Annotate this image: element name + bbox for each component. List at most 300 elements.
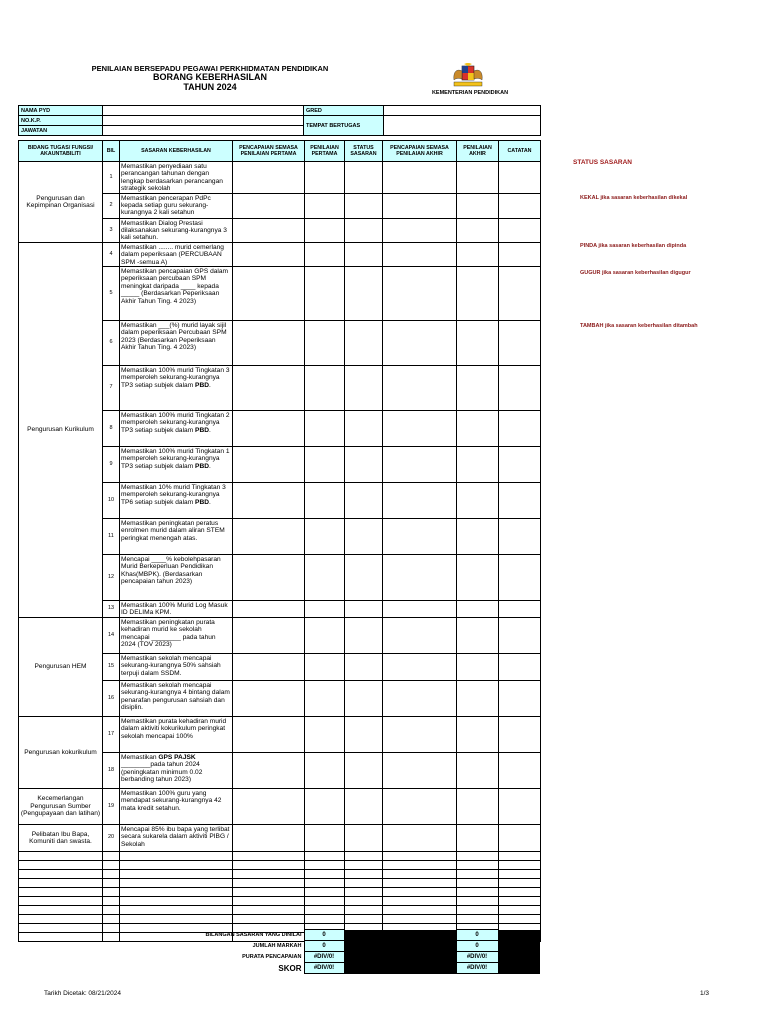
empty-cell[interactable] [383, 915, 457, 924]
tempat-bertugas-field[interactable] [384, 116, 541, 136]
status-cell[interactable] [345, 162, 383, 194]
empty-cell[interactable] [103, 888, 120, 897]
empty-cell[interactable] [305, 888, 345, 897]
page-number: 1/3 [700, 990, 710, 997]
status-cell[interactable] [345, 242, 383, 266]
penilaian-pertama-cell[interactable] [305, 555, 345, 601]
catatan-cell[interactable] [499, 618, 541, 654]
black-fill [344, 941, 456, 952]
empty-cell[interactable] [233, 852, 305, 861]
row-number: 11 [103, 519, 120, 555]
row-number: 17 [103, 717, 120, 753]
penilaian-pertama-cell[interactable] [305, 218, 345, 242]
penilaian-pertama-cell[interactable] [305, 321, 345, 366]
ministry-name: KEMENTERIAN PENDIDIKAN [431, 90, 509, 96]
penilaian-akhir-cell[interactable] [457, 825, 499, 852]
empty-row [19, 870, 541, 879]
row-number: 20 [103, 825, 120, 852]
legend-title: STATUS SASARAN [573, 159, 632, 166]
pencapaian-akhir-cell[interactable] [383, 411, 457, 447]
col-penilaian-akhir: PENILAIAN AKHIR [457, 141, 499, 162]
empty-cell[interactable] [233, 870, 305, 879]
empty-cell[interactable] [305, 915, 345, 924]
empty-cell[interactable] [305, 879, 345, 888]
black-fill [498, 930, 540, 941]
empty-cell[interactable] [103, 879, 120, 888]
col-pencapaian-akhir: PENCAPAIAN SEMASA PENILAIAN AKHIR [383, 141, 457, 162]
pencapaian-pertama-cell[interactable] [233, 789, 305, 825]
penilaian-akhir-cell[interactable] [457, 366, 499, 411]
form-header-line1: PENILAIAN BERSEPADU PEGAWAI PERKHIDMATAN PENDIDIKAN [91, 64, 329, 73]
nokp-field[interactable] [103, 116, 304, 126]
empty-cell[interactable] [120, 915, 233, 924]
target-text: Memastikan ___(%) murid layak sijil dalam peperiksaan Percubaan SPM 2023 (Berdasarkan Peperiksaan Akhir Tahun Ting. 4 2023) [120, 321, 233, 366]
summary-table [18, 929, 540, 974]
pencapaian-pertama-cell[interactable] [233, 267, 305, 321]
gred-field[interactable] [384, 106, 541, 116]
pencapaian-akhir-cell[interactable] [383, 519, 457, 555]
bilangan-pertama-value: 0 [304, 930, 344, 941]
col-penilaian-pertama: PENILAIAN PERTAMA [305, 141, 345, 162]
penilaian-akhir-cell[interactable] [457, 411, 499, 447]
status-cell[interactable] [345, 483, 383, 519]
pencapaian-akhir-cell[interactable] [383, 242, 457, 266]
penilaian-akhir-cell[interactable] [457, 717, 499, 753]
catatan-cell[interactable] [499, 483, 541, 519]
empty-cell[interactable] [345, 906, 383, 915]
target-text: Memastikan peningkatan peratus enrolmen murid dalam aliran STEM peringkat menengah atas. [120, 519, 233, 555]
pencapaian-pertama-cell[interactable] [233, 193, 305, 218]
pencapaian-akhir-cell[interactable] [383, 789, 457, 825]
empty-cell[interactable] [120, 906, 233, 915]
col-pencapaian-pertama: PENCAPAIAN SEMASA PENILAIAN PERTAMA [233, 141, 305, 162]
empty-cell[interactable] [345, 897, 383, 906]
empty-cell[interactable] [305, 870, 345, 879]
row-number: 1 [103, 162, 120, 194]
status-cell[interactable] [345, 193, 383, 218]
catatan-cell[interactable] [499, 681, 541, 717]
row-number: 14 [103, 618, 120, 654]
pencapaian-akhir-cell[interactable] [383, 162, 457, 194]
row-number: 7 [103, 366, 120, 411]
purata-pertama-value: #DIV/0! [304, 952, 344, 963]
status-cell[interactable] [345, 753, 383, 789]
status-cell[interactable] [345, 618, 383, 654]
coat-of-arms-icon [440, 63, 496, 89]
legend-pinda: PINDA jika sasaran keberhasilan dipinda [580, 243, 687, 249]
empty-cell[interactable] [233, 861, 305, 870]
penilaian-akhir-cell[interactable] [457, 601, 499, 618]
penilaian-pertama-cell[interactable] [305, 601, 345, 618]
pencapaian-pertama-cell[interactable] [233, 321, 305, 366]
row-number: 15 [103, 654, 120, 681]
target-text: Memastikan pencerapan PdPc kepada setiap guru sekurang-kurangnya 2 kali setahun [120, 193, 233, 218]
status-cell[interactable] [345, 555, 383, 601]
empty-cell[interactable] [499, 897, 541, 906]
empty-cell[interactable] [457, 861, 499, 870]
empty-cell[interactable] [103, 861, 120, 870]
catatan-cell[interactable] [499, 366, 541, 411]
penilaian-akhir-cell[interactable] [457, 555, 499, 601]
pencapaian-pertama-cell[interactable] [233, 681, 305, 717]
col-catatan: CATATAN [499, 141, 541, 162]
empty-cell[interactable] [383, 852, 457, 861]
status-cell[interactable] [345, 789, 383, 825]
gred-label: GRED [304, 106, 384, 116]
empty-cell[interactable] [233, 906, 305, 915]
pencapaian-akhir-cell[interactable] [383, 825, 457, 852]
tempat-bertugas-label: TEMPAT BERTUGAS [304, 116, 384, 136]
empty-cell[interactable] [457, 897, 499, 906]
pencapaian-pertama-cell[interactable] [233, 242, 305, 266]
catatan-cell[interactable] [499, 447, 541, 483]
empty-cell[interactable] [19, 870, 103, 879]
empty-cell[interactable] [120, 888, 233, 897]
print-date: Tarikh Dicetak: 08/21/2024 [44, 990, 121, 997]
pencapaian-akhir-cell[interactable] [383, 654, 457, 681]
penilaian-pertama-cell[interactable] [305, 825, 345, 852]
penilaian-pertama-cell[interactable] [305, 618, 345, 654]
penilaian-pertama-cell[interactable] [305, 447, 345, 483]
penilaian-akhir-cell[interactable] [457, 321, 499, 366]
penilaian-akhir-cell[interactable] [457, 519, 499, 555]
nama-pyd-field[interactable] [103, 106, 304, 116]
pencapaian-akhir-cell[interactable] [383, 681, 457, 717]
empty-cell[interactable] [305, 906, 345, 915]
empty-cell[interactable] [305, 852, 345, 861]
catatan-cell[interactable] [499, 193, 541, 218]
col-bil: BIL [103, 141, 120, 162]
pencapaian-pertama-cell[interactable] [233, 825, 305, 852]
penilaian-akhir-cell[interactable] [457, 789, 499, 825]
row-number: 10 [103, 483, 120, 519]
empty-cell[interactable] [345, 879, 383, 888]
target-text: Memastikan 100% murid Tingkatan 3 memperoleh sekurang-kurangnya TP3 setiap subjek dalam PBD. [120, 366, 233, 411]
empty-cell[interactable] [233, 888, 305, 897]
penilaian-pertama-cell[interactable] [305, 366, 345, 411]
empty-cell[interactable] [383, 897, 457, 906]
area-cell: Pengurusan Kurikulum [19, 242, 103, 617]
penilaian-akhir-cell[interactable] [457, 242, 499, 266]
pencapaian-akhir-cell[interactable] [383, 601, 457, 618]
empty-cell[interactable] [19, 852, 103, 861]
row-number: 12 [103, 555, 120, 601]
penilaian-akhir-cell[interactable] [457, 654, 499, 681]
table-row [19, 717, 541, 753]
empty-cell[interactable] [457, 915, 499, 924]
empty-cell[interactable] [457, 870, 499, 879]
status-cell[interactable] [345, 519, 383, 555]
row-number: 13 [103, 601, 120, 618]
status-cell[interactable] [345, 825, 383, 852]
empty-cell[interactable] [19, 888, 103, 897]
jumlah-pertama-value: 0 [304, 941, 344, 952]
penilaian-pertama-cell[interactable] [305, 267, 345, 321]
jawatan-field[interactable] [103, 126, 304, 136]
empty-row [19, 879, 541, 888]
black-fill [498, 952, 540, 963]
row-number: 5 [103, 267, 120, 321]
empty-row [19, 852, 541, 861]
pencapaian-pertama-cell[interactable] [233, 555, 305, 601]
target-text: Memastikan sekolah mencapai sekurang-kurangnya 50% sahsiah terpuji dalam SSDM. [120, 654, 233, 681]
empty-cell[interactable] [120, 879, 233, 888]
status-cell[interactable] [345, 681, 383, 717]
empty-cell[interactable] [19, 906, 103, 915]
catatan-cell[interactable] [499, 411, 541, 447]
status-cell[interactable] [345, 321, 383, 366]
status-cell[interactable] [345, 218, 383, 242]
catatan-cell[interactable] [499, 601, 541, 618]
catatan-cell[interactable] [499, 162, 541, 194]
catatan-cell[interactable] [499, 519, 541, 555]
pencapaian-akhir-cell[interactable] [383, 618, 457, 654]
penilaian-pertama-cell[interactable] [305, 789, 345, 825]
area-cell: Pengurusan dan Kepimpinan Organisasi [19, 162, 103, 243]
pencapaian-akhir-cell[interactable] [383, 366, 457, 411]
status-cell[interactable] [345, 601, 383, 618]
pencapaian-akhir-cell[interactable] [383, 267, 457, 321]
empty-cell[interactable] [345, 915, 383, 924]
empty-cell[interactable] [233, 897, 305, 906]
row-number: 9 [103, 447, 120, 483]
pencapaian-akhir-cell[interactable] [383, 321, 457, 366]
target-text: Memastikan peningkatan purata kehadiran murid ke sekolah mencapai ________ pada tahun 2024 (TOV 2023) [120, 618, 233, 654]
catatan-cell[interactable] [499, 218, 541, 242]
catatan-cell[interactable] [499, 555, 541, 601]
catatan-cell[interactable] [499, 242, 541, 266]
empty-cell[interactable] [499, 879, 541, 888]
catatan-cell[interactable] [499, 789, 541, 825]
skor-label: SKOR [278, 963, 302, 973]
black-fill [344, 930, 456, 941]
empty-row [19, 888, 541, 897]
pencapaian-akhir-cell[interactable] [383, 218, 457, 242]
empty-cell[interactable] [457, 888, 499, 897]
status-cell[interactable] [345, 654, 383, 681]
target-text: Memastikan penyediaan satu perancangan tahunan dengan lengkap berdasarkan perancangan strategik sekolah [120, 162, 233, 194]
area-cell: Pengurusan HEM [19, 618, 103, 717]
empty-cell[interactable] [233, 915, 305, 924]
jumlah-akhir-value: 0 [456, 941, 498, 952]
purata-akhir-value: #DIV/0! [456, 952, 498, 963]
empty-cell[interactable] [103, 906, 120, 915]
pencapaian-pertama-cell[interactable] [233, 654, 305, 681]
pencapaian-pertama-cell[interactable] [233, 618, 305, 654]
row-number: 4 [103, 242, 120, 266]
nama-pyd-label: NAMA PYD [19, 106, 103, 116]
row-number: 8 [103, 411, 120, 447]
catatan-cell[interactable] [499, 321, 541, 366]
row-number: 18 [103, 753, 120, 789]
targets-table [18, 140, 541, 942]
table-row [19, 789, 541, 825]
penilaian-pertama-cell[interactable] [305, 483, 345, 519]
target-text: Memastikan Dialog Prestasi dilaksanakan sekurang-kurangnya 3 kali setahun. [120, 218, 233, 242]
pencapaian-pertama-cell[interactable] [233, 601, 305, 618]
status-cell[interactable] [345, 717, 383, 753]
status-cell[interactable] [345, 447, 383, 483]
target-text: Memastikan 100% murid Tingkatan 2 memperoleh sekurang-kurangnya TP3 setiap subjek dalam PBD. [120, 411, 233, 447]
pencapaian-akhir-cell[interactable] [383, 753, 457, 789]
empty-cell[interactable] [499, 870, 541, 879]
penilaian-pertama-cell[interactable] [305, 681, 345, 717]
empty-cell[interactable] [120, 852, 233, 861]
target-text: Memastikan 100% guru yang mendapat sekurang-kurangnya 42 mata kredit setahun. [120, 789, 233, 825]
target-text: Memastikan 100% murid Tingkatan 1 memperoleh sekurang-kurangnya TP3 setiap subjek dalam PBD. [120, 447, 233, 483]
bilangan-akhir-value: 0 [456, 930, 498, 941]
empty-cell[interactable] [383, 906, 457, 915]
row-number: 19 [103, 789, 120, 825]
black-fill [344, 963, 456, 974]
empty-cell[interactable] [457, 852, 499, 861]
pencapaian-pertama-cell[interactable] [233, 447, 305, 483]
penilaian-pertama-cell[interactable] [305, 519, 345, 555]
row-number: 16 [103, 681, 120, 717]
penilaian-akhir-cell[interactable] [457, 483, 499, 519]
empty-cell[interactable] [103, 897, 120, 906]
pencapaian-pertama-cell[interactable] [233, 162, 305, 194]
empty-cell[interactable] [383, 888, 457, 897]
penilaian-pertama-cell[interactable] [305, 753, 345, 789]
empty-cell[interactable] [19, 897, 103, 906]
bilangan-sasaran-label: BILANGAN SASARAN YANG DINILAI [205, 932, 302, 938]
pencapaian-akhir-cell[interactable] [383, 447, 457, 483]
pencapaian-pertama-cell[interactable] [233, 366, 305, 411]
empty-cell[interactable] [120, 870, 233, 879]
pencapaian-pertama-cell[interactable] [233, 717, 305, 753]
table-row [19, 825, 541, 852]
empty-cell[interactable] [457, 906, 499, 915]
black-fill [498, 941, 540, 952]
black-fill [344, 952, 456, 963]
penilaian-pertama-cell[interactable] [305, 717, 345, 753]
col-bidang: BIDANG TUGAS/ FUNGSI/ AKAUNTABILITI [19, 141, 103, 162]
empty-cell[interactable] [233, 879, 305, 888]
col-status: STATUS SASARAN [345, 141, 383, 162]
target-text: Memastikan purata kehadiran murid dalam aktiviti kokurikulum peringkat sekolah mencapai 100% [120, 717, 233, 753]
penilaian-akhir-cell[interactable] [457, 681, 499, 717]
penilaian-akhir-cell[interactable] [457, 162, 499, 194]
catatan-cell[interactable] [499, 654, 541, 681]
legend-kekal: KEKAL jika sasaran keberhasilan dikekal [580, 195, 688, 201]
empty-cell[interactable] [457, 879, 499, 888]
status-cell[interactable] [345, 366, 383, 411]
empty-cell[interactable] [305, 861, 345, 870]
status-cell[interactable] [345, 267, 383, 321]
empty-cell[interactable] [499, 906, 541, 915]
area-cell: Kecemerlangan Pengurusan Sumber (Pengupayaan dan latihan) [19, 789, 103, 825]
catatan-cell[interactable] [499, 717, 541, 753]
empty-cell[interactable] [120, 861, 233, 870]
penilaian-akhir-cell[interactable] [457, 193, 499, 218]
empty-cell[interactable] [103, 852, 120, 861]
pencapaian-akhir-cell[interactable] [383, 717, 457, 753]
empty-cell[interactable] [383, 870, 457, 879]
jawatan-label: JAWATAN [19, 126, 103, 136]
empty-cell[interactable] [345, 852, 383, 861]
empty-cell[interactable] [499, 861, 541, 870]
target-text: Memastikan pencapaian GPS dalam peperiksaan percubaan SPM meningkat daripada ____ kepada _____ (Berdasarkan Peperiksaan Akhir Tahun Ting. 4 2023) [120, 267, 233, 321]
empty-cell[interactable] [345, 888, 383, 897]
nokp-label: NO.K.P. [19, 116, 103, 126]
table-header-row [19, 141, 541, 162]
penilaian-pertama-cell[interactable] [305, 193, 345, 218]
form-year: TAHUN 2024 [183, 82, 237, 92]
penilaian-pertama-cell[interactable] [305, 242, 345, 266]
legend-gugur: GUGUR jika sasaran keberhasilan digugur [580, 270, 691, 276]
table-row [19, 618, 541, 654]
catatan-cell[interactable] [499, 825, 541, 852]
empty-cell[interactable] [499, 915, 541, 924]
empty-cell[interactable] [383, 861, 457, 870]
penilaian-pertama-cell[interactable] [305, 411, 345, 447]
penilaian-akhir-cell[interactable] [457, 218, 499, 242]
target-text: Memastikan 10% murid Tingkatan 3 memperoleh sekurang-kurangnya TP6 setiap subjek dalam PBD. [120, 483, 233, 519]
empty-row [19, 915, 541, 924]
penilaian-akhir-cell[interactable] [457, 267, 499, 321]
empty-row [19, 897, 541, 906]
penilaian-akhir-cell[interactable] [457, 753, 499, 789]
target-text: Memastikan ........ murid cemerlang dalam peperiksaan (PERCUBAAN SPM -semua A) [120, 242, 233, 266]
area-cell: Pengurusan kokurikulum [19, 717, 103, 789]
status-cell[interactable] [345, 411, 383, 447]
col-sasaran: SASARAN KEBERHASILAN [120, 141, 233, 162]
pencapaian-akhir-cell[interactable] [383, 483, 457, 519]
table-row [19, 242, 541, 266]
skor-akhir-value: #DIV/0! [456, 963, 498, 974]
jumlah-markah-label: JUMLAH MARKAH [252, 943, 302, 949]
target-text: Mencapai 85% ibu bapa yang terlibat secara sukarela dalam aktiviti PIBG / Sekolah [120, 825, 233, 852]
empty-cell[interactable] [305, 897, 345, 906]
empty-cell[interactable] [103, 915, 120, 924]
catatan-cell[interactable] [499, 753, 541, 789]
row-number: 3 [103, 218, 120, 242]
table-row [19, 162, 541, 194]
empty-cell[interactable] [499, 852, 541, 861]
pencapaian-pertama-cell[interactable] [233, 753, 305, 789]
empty-cell[interactable] [345, 861, 383, 870]
pencapaian-pertama-cell[interactable] [233, 519, 305, 555]
black-fill [498, 963, 540, 974]
area-cell: Pelibatan Ibu Bapa, Komuniti dan swasta. [19, 825, 103, 852]
pencapaian-pertama-cell[interactable] [233, 218, 305, 242]
empty-cell[interactable] [120, 897, 233, 906]
pencapaian-akhir-cell[interactable] [383, 193, 457, 218]
legend-tambah: TAMBAH jika sasaran keberhasilan ditambah [580, 323, 698, 329]
pencapaian-akhir-cell[interactable] [383, 555, 457, 601]
purata-pencapaian-label: PURATA PENCAPAIAN [242, 954, 302, 960]
pencapaian-pertama-cell[interactable] [233, 483, 305, 519]
penilaian-akhir-cell[interactable] [457, 618, 499, 654]
penilaian-akhir-cell[interactable] [457, 447, 499, 483]
row-number: 2 [103, 193, 120, 218]
empty-cell[interactable] [499, 888, 541, 897]
empty-cell[interactable] [383, 879, 457, 888]
empty-cell[interactable] [345, 870, 383, 879]
empty-cell[interactable] [19, 861, 103, 870]
empty-cell[interactable] [19, 915, 103, 924]
empty-cell[interactable] [19, 879, 103, 888]
penilaian-pertama-cell[interactable] [305, 654, 345, 681]
row-number: 6 [103, 321, 120, 366]
pencapaian-pertama-cell[interactable] [233, 411, 305, 447]
empty-row [19, 861, 541, 870]
penilaian-pertama-cell[interactable] [305, 162, 345, 194]
empty-row [19, 906, 541, 915]
empty-cell[interactable] [103, 870, 120, 879]
catatan-cell[interactable] [499, 267, 541, 321]
